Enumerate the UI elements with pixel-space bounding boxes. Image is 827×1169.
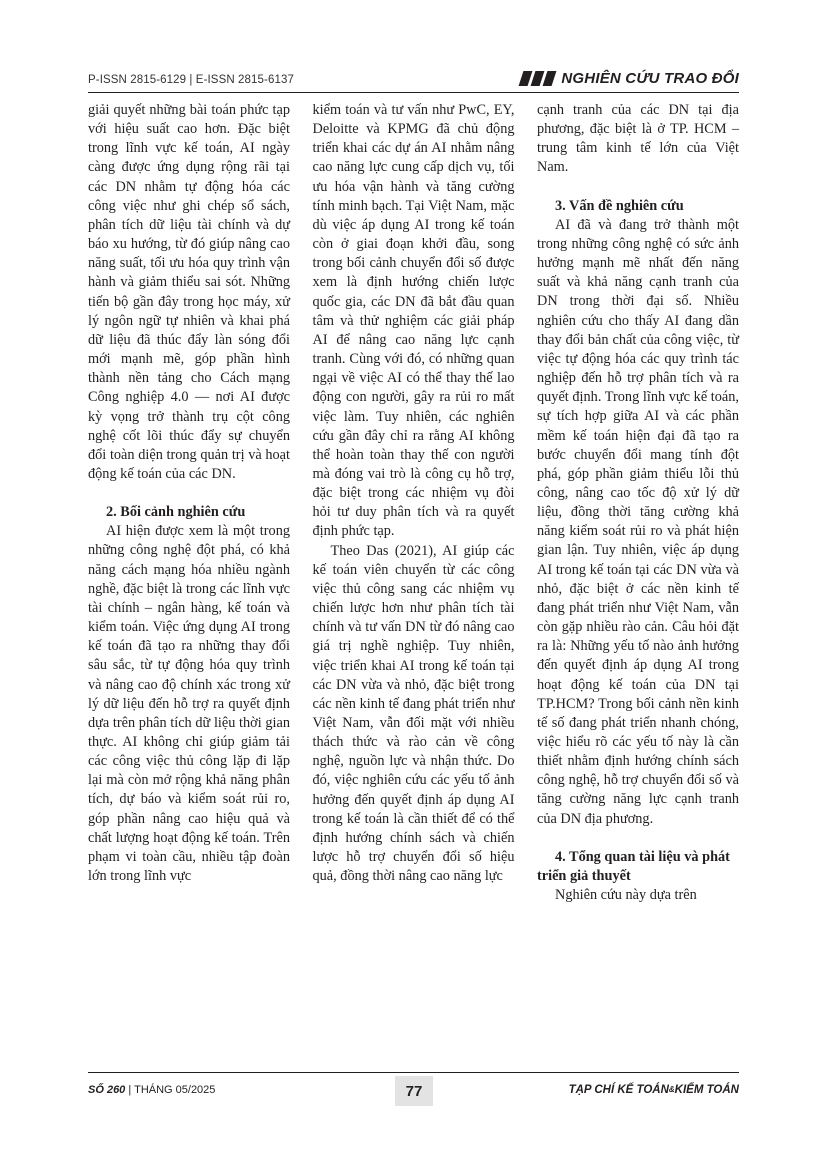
- paragraph: cạnh tranh của các DN tại địa phương, đặc biệt là ở TP. HCM – trung tâm kinh tế lớn của Việt Nam.: [537, 102, 739, 176]
- column-1: [88, 101, 290, 1051]
- issue-number: SỐ 260: [88, 1084, 126, 1096]
- paragraph: Theo Das (2021), AI giúp các kế toán viên chuyển từ các công việc thủ công sang các nhiệm vụ chiến lược hơn như phân tích tài chính và tư vấn DN từ đó nâng cao giá trị nghề nghiệp. Tuy nhiên, việc triển khai AI trong kế toán tại các DN vừa và nhỏ, đặc biệt trong các nền kinh tế đang phát triển như Việt Nam, vẫn đối mặt với nhiều thách thức và rào cản về công nghệ, nguồn lực và nhận thức. Do đó, việc nghiên cứu các yếu tố ảnh hưởng đến quyết định áp dụng AI trong kế toán là cần thiết để có thể định hướng chính sách và chiến lược hỗ trợ chuyển đổi số hiệu quả, đồng thời nâng cao năng lực: [312, 542, 515, 885]
- paragraph: giải quyết những bài toán phức tạp với hiệu suất cao hơn. Đặc biệt trong lĩnh vực kế toán, AI ngày càng được ứng dụng rộng rãi tại các DN nhằm tự động hóa các công việc như ghi chép sổ sách, phân tích dữ liệu tài chính và dự báo xu hướng, từ đó giúp nâng cao năng suất, tối ưu hóa quy trình vận hành và giảm thiểu sai sót. Những tiến bộ gần đây trong học máy, xử lý ngôn ngữ tự nhiên và khai phá dữ liệu đã thúc đẩy làn sóng đổi mới mạnh mẽ, góp phần hình thành nền tảng cho Cách mạng Công nghiệp 4.0 — nơi AI được kỳ vọng trở thành trụ cột công nghệ cốt lõi thúc đẩy sự chuyển đổi toàn diện trong quản trị và hoạt động kế toán của các DN.: [88, 102, 290, 482]
- issn-line: P-ISSN 2815-6129 | E-ISSN 2815-6137: [88, 74, 294, 86]
- paragraph: AI hiện được xem là một trong những công nghệ đột phá, có khả năng cách mạng hóa nhiều ngành nghề, đặc biệt là trong các lĩnh vực tài chính – ngân hàng, kế toán và kiểm toán. Việc ứng dụng AI trong kế toán đã tạo ra những thay đổi sâu sắc, từ tự động hóa quy trình và nâng cao độ chính xác trong xử lý dữ liệu đến hỗ trợ ra quyết định dựa trên phân tích dữ liệu thời gian thực. AI không chỉ giúp giảm tải các công việc thủ công lặp đi lặp lại mà còn mở rộng khả năng phân tích, dự báo và kiểm soát rủi ro, góp phần nâng cao hiệu quả và chất lượng hoạt động kế toán. Trên phạm vi toàn cầu, nhiều tập đoàn lớn trong lĩnh vực: [88, 523, 290, 885]
- issue-date: THÁNG 05/2025: [134, 1084, 216, 1096]
- journal-ampersand: &: [668, 1085, 675, 1094]
- column-2: [313, 101, 515, 1051]
- journal-name-part2: KIỂM TOÁN: [674, 1084, 739, 1096]
- journal-name: [569, 1084, 739, 1096]
- journal-name-part1: TẠP CHÍ KẾ TOÁN: [568, 1084, 669, 1096]
- article-body: [88, 101, 739, 1051]
- decorative-bars-icon: [521, 71, 554, 86]
- column-3: [537, 101, 739, 1051]
- page-number: 77: [395, 1076, 433, 1106]
- issue-info: SỐ 260 | THÁNG 05/2025: [88, 1084, 216, 1096]
- paragraph: AI đã và đang trở thành một trong những công nghệ có sức ảnh hưởng mạnh mẽ nhất đến năng suất và khả năng cạnh tranh của DN trong thời đại số. Nhiều nghiên cứu cho thấy AI đang dần thay đổi bản chất của công việc, từ việc tự động hóa các quy trình tác nghiệp đến hỗ trợ phân tích và ra quyết định. Trong lĩnh vực kế toán, sự tích hợp giữa AI và các phần mềm kế toán hiện đại đã tạo ra bước chuyển đổi mang tính đột phá, góp phần giảm thiểu lỗi thủ công, nâng cao tốc độ xử lý dữ liệu, đồng thời tăng cường khả năng kiểm soát rủi ro và phát hiện gian lận. Tuy nhiên, việc áp dụng AI trong kế toán tại các DN vừa và nhỏ, đặc biệt ở các nền kinh tế đang phát triển như Việt Nam, vẫn còn gặp nhiều rào cản. Câu hỏi đặt ra là: Những yếu tố nào ảnh hưởng đến quyết định áp dụng AI trong hoạt động kế toán của DN tại TP.HCM? Trong bối cảnh nền kinh tế số đang phát triển nhanh chóng, việc hiểu rõ các yếu tố này là cần thiết nhằm định hướng chính sách công nghệ, hỗ trợ chuyển đổi số và tăng cường năng lực cạnh tranh của DN địa phương.: [537, 216, 739, 827]
- section-heading: 3. Vấn đề nghiên cứu: [555, 197, 684, 214]
- section-heading: 4. Tổng quan tài liệu và phát triển giả thuyết: [537, 848, 730, 884]
- footer-rule: [88, 1072, 739, 1073]
- section-header: [521, 70, 739, 87]
- header-rule: [88, 92, 739, 93]
- section-heading: 2. Bối cảnh nghiên cứu: [106, 504, 246, 521]
- section-title: NGHIÊN CỨU TRAO ĐỔI: [561, 70, 739, 87]
- paragraph: Nghiên cứu này dựa trên: [555, 887, 697, 904]
- paragraph: kiểm toán và tư vấn như PwC, EY, Deloitte và KPMG đã chủ động triển khai các dự án AI nhằm nâng cao năng lực cung cấp dịch vụ, tối ưu hóa vận hành và tăng cường tính minh bạch. Tại Việt Nam, mặc dù việc áp dụng AI trong kế toán còn ở giai đoạn khởi đầu, song trong bối cảnh chuyển đổi số được xem là định hướng chiến lược quốc gia, các DN đã bắt đầu quan tâm và thử nghiệm các giải pháp AI để nâng cao năng lực cạnh tranh. Cùng với đó, có những quan ngại về việc AI có thể thay thế lao động con người, gây ra rủi ro mất việc làm. Tuy nhiên, các nghiên cứu gần đây chỉ ra rằng AI không thể hoàn toàn thay thế con người mà đóng vai trò là công cụ hỗ trợ, đặc biệt trong các nhiệm vụ đòi hỏi tư duy phân tích và ra quyết định phức tạp.: [312, 102, 515, 540]
